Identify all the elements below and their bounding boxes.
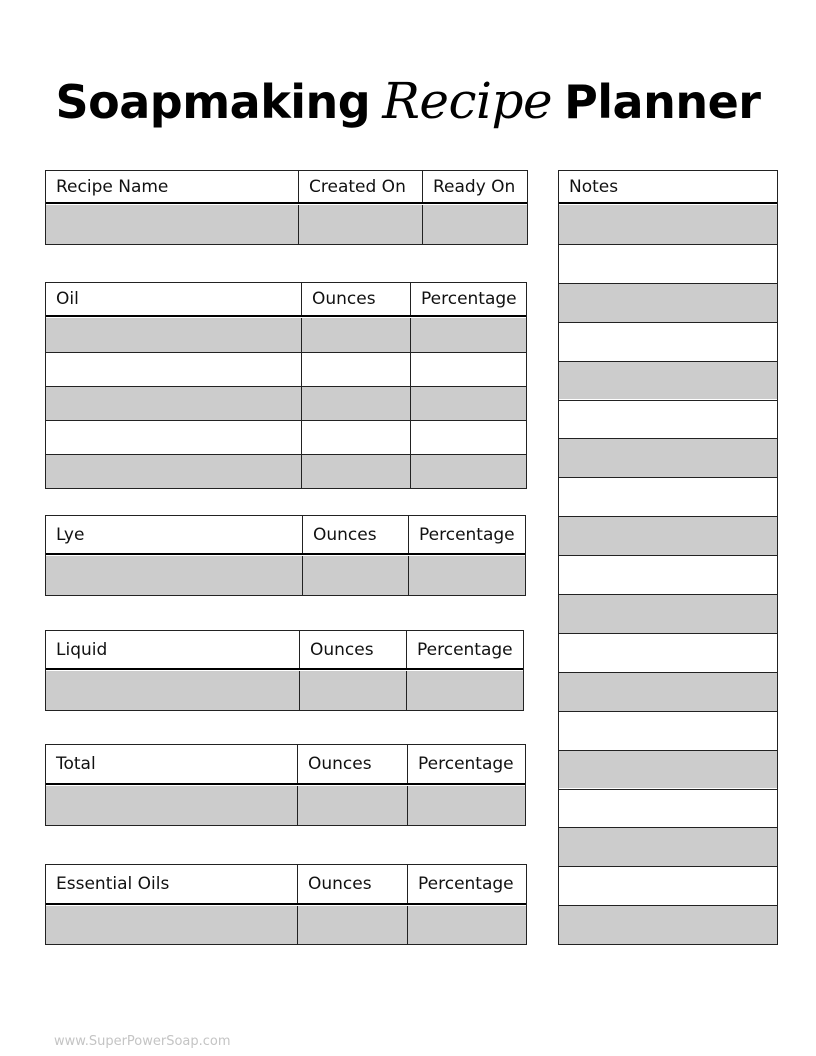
title-script-word: Recipe <box>382 72 553 130</box>
table-liquid <box>45 630 524 711</box>
input-cell[interactable] <box>301 455 410 488</box>
column-header: Liquid <box>56 639 108 660</box>
notes-line[interactable] <box>559 827 777 866</box>
notes-line[interactable] <box>559 750 777 789</box>
input-cell[interactable] <box>406 671 525 710</box>
column-header: Ounces <box>299 631 406 668</box>
notes-header <box>559 171 777 204</box>
table-oil <box>45 282 527 489</box>
input-cell[interactable] <box>407 786 527 825</box>
input-cell[interactable] <box>46 906 297 944</box>
input-cell[interactable] <box>46 387 301 420</box>
input-cell[interactable] <box>301 353 410 386</box>
input-cell[interactable] <box>46 421 301 454</box>
table-row <box>46 671 523 710</box>
column-header: Total <box>56 754 96 774</box>
input-cell[interactable] <box>46 455 301 488</box>
column-header: Recipe Name <box>56 176 169 197</box>
input-cell[interactable] <box>298 205 422 244</box>
input-cell[interactable] <box>410 455 528 488</box>
table-total <box>45 744 526 826</box>
column-header: Ounces <box>297 865 407 903</box>
notes-line[interactable] <box>559 555 777 594</box>
input-cell[interactable] <box>301 387 410 420</box>
table-recipe <box>45 170 528 245</box>
input-cell[interactable] <box>297 786 407 825</box>
table-row <box>46 352 526 386</box>
column-header: Percentage <box>410 283 528 315</box>
notes-line[interactable] <box>559 711 777 750</box>
notes-line[interactable] <box>559 633 777 672</box>
table-header <box>46 745 525 785</box>
column-header: Oil <box>56 289 79 309</box>
column-header: Percentage <box>408 516 527 553</box>
notes-line[interactable] <box>559 438 777 477</box>
input-cell[interactable] <box>46 556 302 595</box>
input-cell[interactable] <box>410 318 528 352</box>
column-header: Ready On <box>422 171 529 202</box>
column-header: Essential Oils <box>56 874 170 894</box>
input-cell[interactable] <box>408 556 527 595</box>
input-cell[interactable] <box>407 906 528 944</box>
title-part-1: Soapmaking <box>55 75 371 129</box>
title-part-3: Planner <box>564 75 761 129</box>
notes-line[interactable] <box>559 672 777 711</box>
column-header: Created On <box>298 171 422 202</box>
table-essential-oils <box>45 864 527 945</box>
input-cell[interactable] <box>46 205 298 244</box>
notes-line[interactable] <box>559 866 777 905</box>
input-cell[interactable] <box>46 671 299 710</box>
notes-line[interactable] <box>559 205 777 244</box>
input-cell[interactable] <box>410 387 528 420</box>
input-cell[interactable] <box>301 318 410 352</box>
notes-line[interactable] <box>559 477 777 516</box>
footer-url: www.SuperPowerSoap.com <box>54 1034 231 1049</box>
input-cell[interactable] <box>301 421 410 454</box>
table-lye <box>45 515 526 596</box>
table-row <box>46 386 526 420</box>
column-header: Percentage <box>406 631 525 668</box>
table-row <box>46 318 526 352</box>
table-header <box>46 516 525 555</box>
notes-line[interactable] <box>559 400 777 439</box>
notes-header-label: Notes <box>569 176 619 197</box>
table-header <box>46 171 527 204</box>
notes-line[interactable] <box>559 905 777 944</box>
input-cell[interactable] <box>46 353 301 386</box>
column-header: Percentage <box>407 745 527 783</box>
input-cell[interactable] <box>297 906 407 944</box>
column-header: Ounces <box>297 745 407 783</box>
table-row <box>46 556 525 595</box>
notes-line[interactable] <box>559 322 777 361</box>
column-header: Lye <box>56 524 85 545</box>
input-cell[interactable] <box>46 318 301 352</box>
notes-line[interactable] <box>559 244 777 283</box>
table-header <box>46 283 526 317</box>
input-cell[interactable] <box>299 671 406 710</box>
table-header <box>46 865 526 905</box>
notes-line[interactable] <box>559 361 777 400</box>
input-cell[interactable] <box>410 353 528 386</box>
table-row <box>46 786 525 825</box>
table-row <box>46 420 526 454</box>
input-cell[interactable] <box>410 421 528 454</box>
table-notes <box>558 170 778 945</box>
table-row <box>46 454 526 488</box>
page-title <box>0 72 816 130</box>
notes-line[interactable] <box>559 594 777 633</box>
input-cell[interactable] <box>422 205 529 244</box>
column-header: Percentage <box>407 865 528 903</box>
notes-line[interactable] <box>559 516 777 555</box>
notes-line[interactable] <box>559 789 777 828</box>
table-row <box>46 906 526 944</box>
column-header: Ounces <box>301 283 410 315</box>
input-cell[interactable] <box>46 786 297 825</box>
table-header <box>46 631 523 670</box>
input-cell[interactable] <box>302 556 408 595</box>
notes-line[interactable] <box>559 283 777 322</box>
table-row <box>46 205 527 244</box>
column-header: Ounces <box>302 516 408 553</box>
